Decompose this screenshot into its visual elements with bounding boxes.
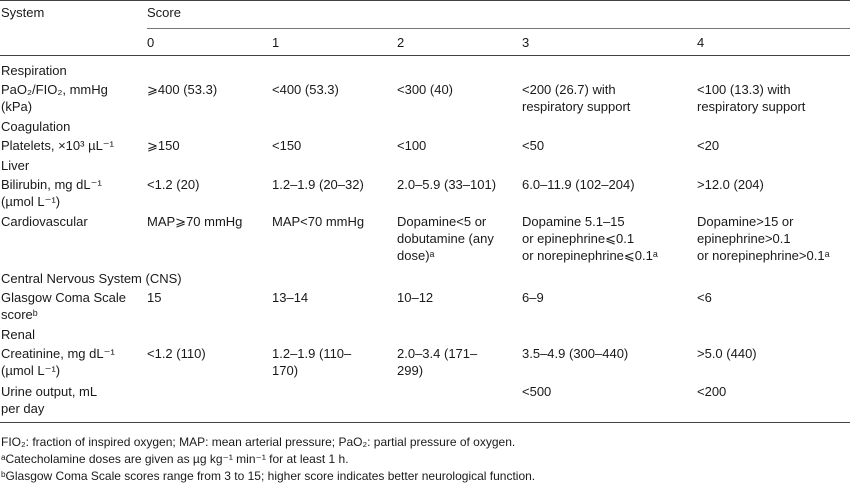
cell-cardiovascular-2-line2: dobutamine (any: [397, 231, 494, 246]
cell-coagulation-4: <20: [697, 138, 720, 153]
row-label-creatinine: Creatinine, mg dL⁻¹: [1, 346, 115, 361]
row-label-urine: Urine output, mL: [1, 384, 98, 399]
cell-renal-1-line1: 1.2–1.9 (110–: [272, 346, 352, 361]
cell-coagulation-1: <150: [272, 138, 302, 153]
cell-cns-2: 10–12: [397, 290, 434, 305]
category-coagulation: Coagulation: [1, 119, 71, 134]
cell-respiration-4-line2: respiratory support: [697, 99, 806, 114]
cell-cns-3: 6–9: [522, 290, 544, 305]
row-label-bilirubin-unit: (µmol L⁻¹): [1, 194, 61, 209]
cell-urine-3: <500: [522, 384, 552, 399]
row-label-platelets: Platelets, ×10³ µL⁻¹: [1, 138, 114, 153]
row-label-creatinine-unit: (µmol L⁻¹): [1, 363, 61, 378]
cell-respiration-3-line2: respiratory support: [522, 99, 631, 114]
cell-liver-3: 6.0–11.9 (102–204): [522, 177, 635, 192]
cell-cardiovascular-3-line1: Dopamine 5.1–15: [522, 214, 625, 229]
cell-coagulation-0: ⩾150: [147, 138, 180, 153]
row-label-pao2: PaO₂/FIO₂, mmHg: [1, 82, 108, 97]
cell-cns-1: 13–14: [272, 290, 309, 305]
cell-renal-1-line2: 170): [272, 363, 299, 378]
row-label-urine-line2: per day: [1, 401, 45, 416]
header-score-2: 2: [397, 35, 405, 50]
cell-respiration-0: ⩾400 (53.3): [147, 82, 218, 97]
cell-cardiovascular-1: MAP<70 mmHg: [272, 214, 365, 229]
cell-cns-4: <6: [697, 290, 712, 305]
row-label-gcs: Glasgow Coma Scale: [1, 290, 126, 305]
cell-cardiovascular-3-line2: or epinephrine⩽0.1: [522, 231, 635, 246]
top-rule: [0, 0, 850, 1]
footnote-abbreviations: FIO₂: fraction of inspired oxygen; MAP: mean arterial pressure; PaO₂: partial pressure of oxygen.: [1, 435, 516, 449]
cell-respiration-2: <300 (40): [397, 82, 454, 97]
cell-coagulation-2: <100: [397, 138, 427, 153]
cell-liver-4: >12.0 (204): [697, 177, 764, 192]
cell-urine-4: <200: [697, 384, 727, 399]
score-subheader-rule: [147, 28, 850, 29]
bottom-rule: [0, 422, 850, 423]
header-rule: [0, 55, 850, 56]
header-score-1: 1: [272, 35, 280, 50]
header-score-0: 0: [147, 35, 155, 50]
cell-cardiovascular-4-line1: Dopamine>15 or: [697, 214, 794, 229]
cell-renal-3: 3.5–4.9 (300–440): [522, 346, 629, 361]
header-score: Score: [147, 5, 181, 20]
cell-cardiovascular-4-line2: epinephrine>0.1: [697, 231, 791, 246]
header-score-4: 4: [697, 35, 705, 50]
cell-coagulation-3: <50: [522, 138, 545, 153]
cell-renal-4: >5.0 (440): [697, 346, 757, 361]
header-system: System: [1, 5, 45, 20]
cell-renal-2-line1: 2.0–3.4 (171–: [397, 346, 478, 361]
cell-respiration-1: <400 (53.3): [272, 82, 339, 97]
footnote-a: ᵃCatecholamine doses are given as µg kg⁻¹ min⁻¹ for at least 1 h.: [1, 452, 349, 466]
row-label-bilirubin: Bilirubin, mg dL⁻¹: [1, 177, 102, 192]
category-liver: Liver: [1, 158, 30, 173]
cell-cardiovascular-0: MAP⩾70 mmHg: [147, 214, 243, 229]
row-label-pao2-unit: (kPa): [1, 99, 33, 114]
cell-renal-0: <1.2 (110): [147, 346, 206, 361]
cell-cardiovascular-4-line3: or norepinephrine>0.1ᵃ: [697, 248, 830, 263]
cell-respiration-3-line1: <200 (26.7) with: [522, 82, 616, 97]
cell-liver-1: 1.2–1.9 (20–32): [272, 177, 364, 192]
cell-liver-2: 2.0–5.9 (33–101): [397, 177, 497, 192]
cell-liver-0: <1.2 (20): [147, 177, 200, 192]
cell-cardiovascular-3-line3: or norepinephrine⩽0.1ᵃ: [522, 248, 658, 263]
row-label-gcs-line2: scoreᵇ: [1, 307, 38, 322]
row-label-cardiovascular: Cardiovascular: [1, 214, 88, 229]
cell-cardiovascular-2-line3: dose)ᵃ: [397, 248, 435, 263]
footnote-b: ᵇGlasgow Coma Scale scores range from 3 to 15; higher score indicates better neurological function.: [1, 469, 536, 483]
category-renal: Renal: [1, 327, 35, 342]
cell-renal-2-line2: 299): [397, 363, 424, 378]
cell-cns-0: 15: [147, 290, 162, 305]
category-respiration: Respiration: [1, 63, 67, 78]
cell-cardiovascular-2-line1: Dopamine<5 or: [397, 214, 487, 229]
category-cns: Central Nervous System (CNS): [1, 271, 182, 286]
header-score-3: 3: [522, 35, 530, 50]
cell-respiration-4-line1: <100 (13.3) with: [697, 82, 791, 97]
